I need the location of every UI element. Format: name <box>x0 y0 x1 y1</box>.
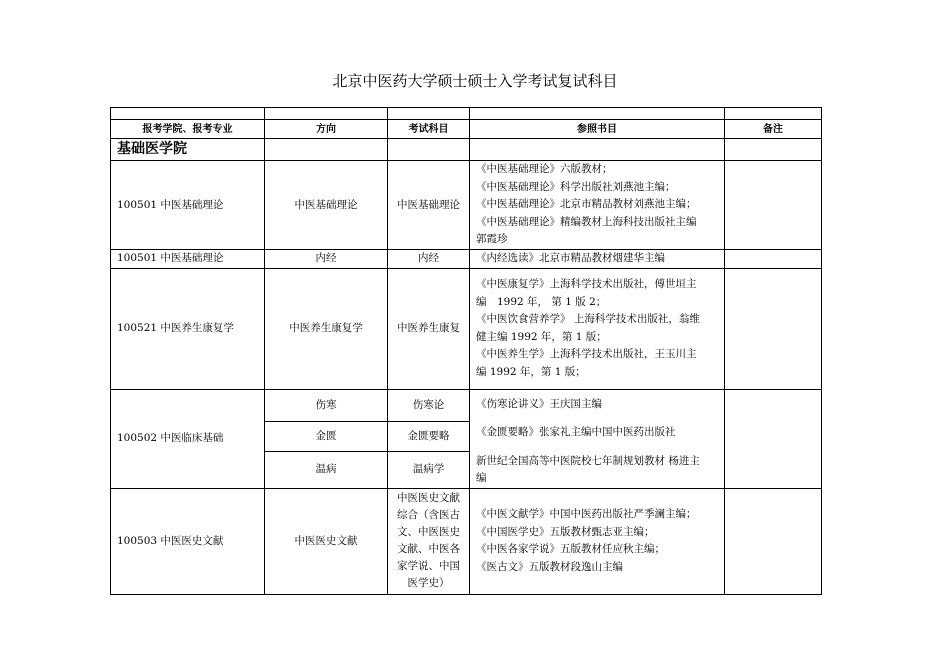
subject-cell <box>388 488 470 594</box>
table-row <box>111 161 822 250</box>
subject-cell: 内经 <box>388 250 470 269</box>
subject-cell: 温病学 <box>388 452 470 488</box>
book-line: 《中医饮食营养学》 上海科学技术出版社，翁维 <box>476 313 700 325</box>
table-row <box>111 250 822 269</box>
college-row <box>111 139 822 161</box>
major-cell: 100521 中医养生康复学 <box>111 268 265 389</box>
exam-subjects-table <box>110 107 822 595</box>
books-cell <box>470 389 725 488</box>
book-line: 《中医养生学》上海科学技术出版社，王玉川主 <box>476 348 697 360</box>
book-line: 《内经选读》北京市精品教材烟建华主编 <box>476 252 665 264</box>
books-cell <box>470 488 725 594</box>
subject-line: 文、中医医史 <box>397 526 460 538</box>
notes-cell <box>725 389 822 488</box>
direction-cell: 中医养生康复学 <box>265 268 388 389</box>
book-line: 《中医康复学》上海科学技术出版社，傅世垣主 <box>476 278 697 290</box>
empty-cell <box>725 139 822 161</box>
major-cell: 100503 中医医史文献 <box>111 488 265 594</box>
empty-top-row <box>111 108 822 120</box>
direction-cell: 中医基础理论 <box>265 161 388 250</box>
book-line: 《中医各家学说》五版教材任应秋主编； <box>476 543 665 555</box>
empty-cell <box>388 108 470 120</box>
notes-cell <box>725 250 822 269</box>
empty-cell <box>111 108 265 120</box>
book-line: 编 1992 年，第 1 版； <box>476 365 586 378</box>
book-line: 《医古文》五版教材段逸山主编 <box>476 560 623 573</box>
book-line: 《中国医学史》五版教材甄志亚主编； <box>476 525 655 538</box>
college-name: 基础医学院 <box>111 139 265 161</box>
empty-cell <box>265 139 388 161</box>
table-row <box>111 389 822 421</box>
empty-cell <box>265 108 388 120</box>
direction-cell: 伤寒 <box>265 389 388 421</box>
book-line: 新世纪全国高等中医院校七年制规划教材 杨进主 <box>476 454 700 467</box>
book-line: 郭霞珍 <box>476 233 508 246</box>
header-direction: 方向 <box>265 120 388 139</box>
header-books: 参照书目 <box>470 120 725 139</box>
table-row <box>111 488 822 594</box>
subject-line: 医学史） <box>407 577 450 589</box>
book-line: 编 1992 年， 第 1 版 2； <box>476 295 607 308</box>
notes-cell <box>725 161 822 250</box>
empty-cell <box>470 108 725 120</box>
subject-line: 家学说、中国 <box>397 560 460 572</box>
notes-cell <box>725 488 822 594</box>
subject-cell: 金匮要略 <box>388 421 470 451</box>
notes-cell <box>725 268 822 389</box>
direction-cell: 金匮 <box>265 421 388 451</box>
book-line: 编 <box>476 472 487 484</box>
subject-cell: 中医基础理论 <box>388 161 470 250</box>
subject-line: 综合（含医古 <box>397 509 460 521</box>
header-subject: 考试科目 <box>388 120 470 139</box>
header-row <box>111 120 822 139</box>
header-major: 报考学院、报考专业 <box>111 120 265 139</box>
empty-cell <box>725 108 822 120</box>
book-line: 《中医基础理论》六版教材； <box>476 163 613 176</box>
table-row <box>111 268 822 389</box>
book-line: 《中医基础理论》精编教材上海科技出版社主编 <box>476 215 697 228</box>
direction-cell: 中医医史文献 <box>265 488 388 594</box>
book-line: 《伤寒论讲义》王庆国主编 <box>476 397 602 410</box>
subject-line: 中医医史文献 <box>397 492 460 504</box>
empty-cell <box>470 139 725 161</box>
book-line: 《中医基础理论》科学出版社刘燕池主编； <box>476 180 676 193</box>
major-cell: 100502 中医临床基础 <box>111 389 265 488</box>
major-cell: 100501 中医基础理论 <box>111 250 265 269</box>
books-cell <box>470 250 725 269</box>
document-title: 北京中医药大学硕士硕士入学考试复试科目 <box>332 72 618 90</box>
books-cell <box>470 161 725 250</box>
book-line: 《金匮要略》张家礼主编中国中医药出版社 <box>476 426 676 438</box>
book-line: 《中医文献学》中国中医药出版社严季澜主编； <box>476 508 697 520</box>
subject-cell: 伤寒论 <box>388 389 470 421</box>
subject-cell: 中医养生康复 <box>388 268 470 389</box>
subject-line: 文献、中医各 <box>397 543 460 555</box>
direction-cell: 温病 <box>265 452 388 488</box>
major-cell: 100501 中医基础理论 <box>111 161 265 250</box>
header-notes: 备注 <box>725 120 822 139</box>
book-line: 《中医基础理论》北京市精品教材刘燕池主编； <box>476 198 697 211</box>
books-cell <box>470 268 725 389</box>
book-line: 健主编 1992 年，第 1 版； <box>476 330 607 343</box>
direction-cell: 内经 <box>265 250 388 269</box>
empty-cell <box>388 139 470 161</box>
